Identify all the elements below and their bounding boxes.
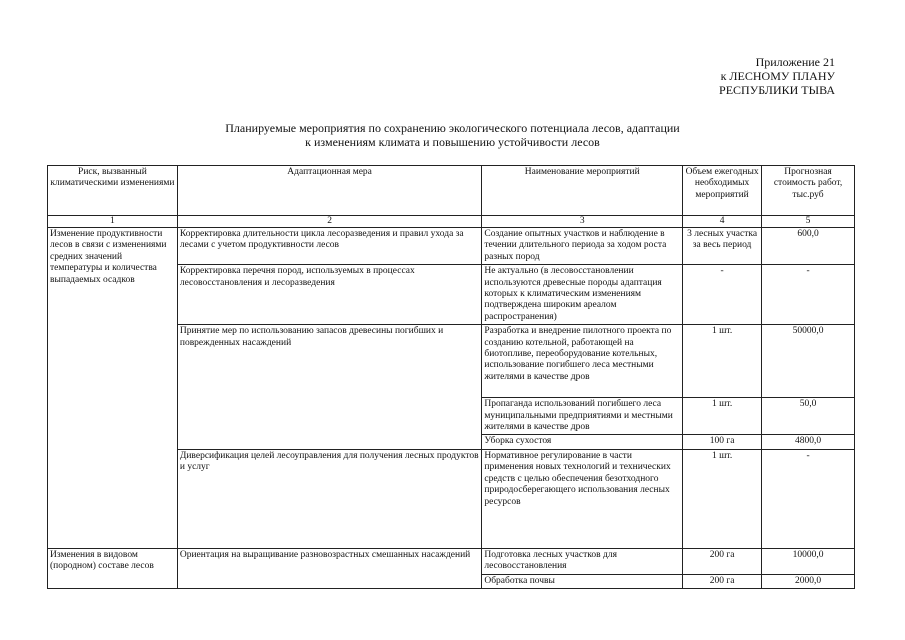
activity-cell: Обработка почвы	[482, 574, 683, 588]
cost-cell: -	[762, 449, 855, 548]
column-numbers-row	[48, 216, 855, 228]
column-number: 2	[177, 216, 482, 228]
cost-cell: 2000,0	[762, 574, 855, 588]
measures-table	[47, 165, 855, 589]
risk-cell: Изменения в видовом (породном) составе лесов	[48, 548, 178, 588]
annex-line-1: Приложение 21	[755, 55, 835, 69]
cost-cell: 50000,0	[762, 325, 855, 398]
cost-cell: 4800,0	[762, 435, 855, 449]
header-volume: Объем ежегодных необходимых мероприятий	[683, 166, 762, 216]
risk-cell: Изменение продуктивности лесов в связи с изменениями средних значений температуры и количества выпадаемых осадков	[48, 228, 178, 549]
volume-cell: 200 га	[683, 574, 762, 588]
activity-cell: Подготовка лесных участков для лесовосстановления	[482, 548, 683, 574]
measure-cell: Ориентация на выращивание разновозрастных смешанных насаждений	[177, 548, 482, 588]
header-row	[48, 166, 855, 216]
activity-cell: Создание опытных участков и наблюдение в течении длительного периода за ходом роста разных пород	[482, 228, 683, 265]
volume-cell: 200 га	[683, 548, 762, 574]
column-number: 4	[683, 216, 762, 228]
table-row	[48, 548, 855, 574]
header-activity: Наименование мероприятий	[482, 166, 683, 216]
header-cost: Прогнозная стоимость работ, тыс.руб	[762, 166, 855, 216]
activity-cell: Уборка сухостоя	[482, 435, 683, 449]
title-line-2: к изменениям климата и повышению устойчивости лесов	[305, 135, 600, 149]
header-risk: Риск, вызванный климатическими изменениями	[48, 166, 178, 216]
volume-cell: 1 шт.	[683, 398, 762, 435]
annex-line-2: к ЛЕСНОМУ ПЛАНУ	[720, 69, 835, 83]
cost-cell: 600,0	[762, 228, 855, 265]
annex-header	[719, 55, 835, 97]
activity-cell: Не актуально (в лесовосстановлении используются древесные породы адаптация которых к климатическим изменениям подтверждена широким ареалом распространения)	[482, 265, 683, 325]
measure-cell: Принятие мер по использованию запасов древесины погибших и поврежденных насаждений	[177, 325, 482, 450]
volume-cell: 1 шт.	[683, 325, 762, 398]
column-number: 3	[482, 216, 683, 228]
document-title	[0, 121, 905, 149]
activity-cell: Разработка и внедрение пилотного проекта по созданию котельной, работающей на биотопливе, переоборудование котельных, использование погибшего леса местными жителями в качестве дров	[482, 325, 683, 398]
volume-cell: 3 лесных участка за весь период	[683, 228, 762, 265]
cost-cell: 50,0	[762, 398, 855, 435]
column-number: 1	[48, 216, 178, 228]
measure-cell: Корректировка длительности цикла лесоразведения и правил ухода за лесами с учетом продуктивности лесов	[177, 228, 482, 265]
measure-cell: Диверсификация целей лесоуправления для получения лесных продуктов и услуг	[177, 449, 482, 548]
cost-cell: 10000,0	[762, 548, 855, 574]
volume-cell: 100 га	[683, 435, 762, 449]
table-row	[48, 228, 855, 265]
volume-cell: 1 шт.	[683, 449, 762, 548]
cost-cell: -	[762, 265, 855, 325]
measure-cell: Корректировка перечня пород, используемых в процессах лесовосстановления и лесоразведения	[177, 265, 482, 325]
header-measure: Адаптационная мера	[177, 166, 482, 216]
title-line-1: Планируемые мероприятия по сохранению экологического потенциала лесов, адаптации	[225, 121, 680, 135]
activity-cell: Пропаганда использований погибшего леса муниципальными предприятиями и местными жителями в качестве дров	[482, 398, 683, 435]
annex-line-3: РЕСПУБЛИКИ ТЫВА	[719, 83, 835, 97]
activity-cell: Нормативное регулирование в части применения новых технологий и технических средств с целью обеспечения безотходного природосберегающего использования лесных ресурсов	[482, 449, 683, 548]
volume-cell: -	[683, 265, 762, 325]
column-number: 5	[762, 216, 855, 228]
